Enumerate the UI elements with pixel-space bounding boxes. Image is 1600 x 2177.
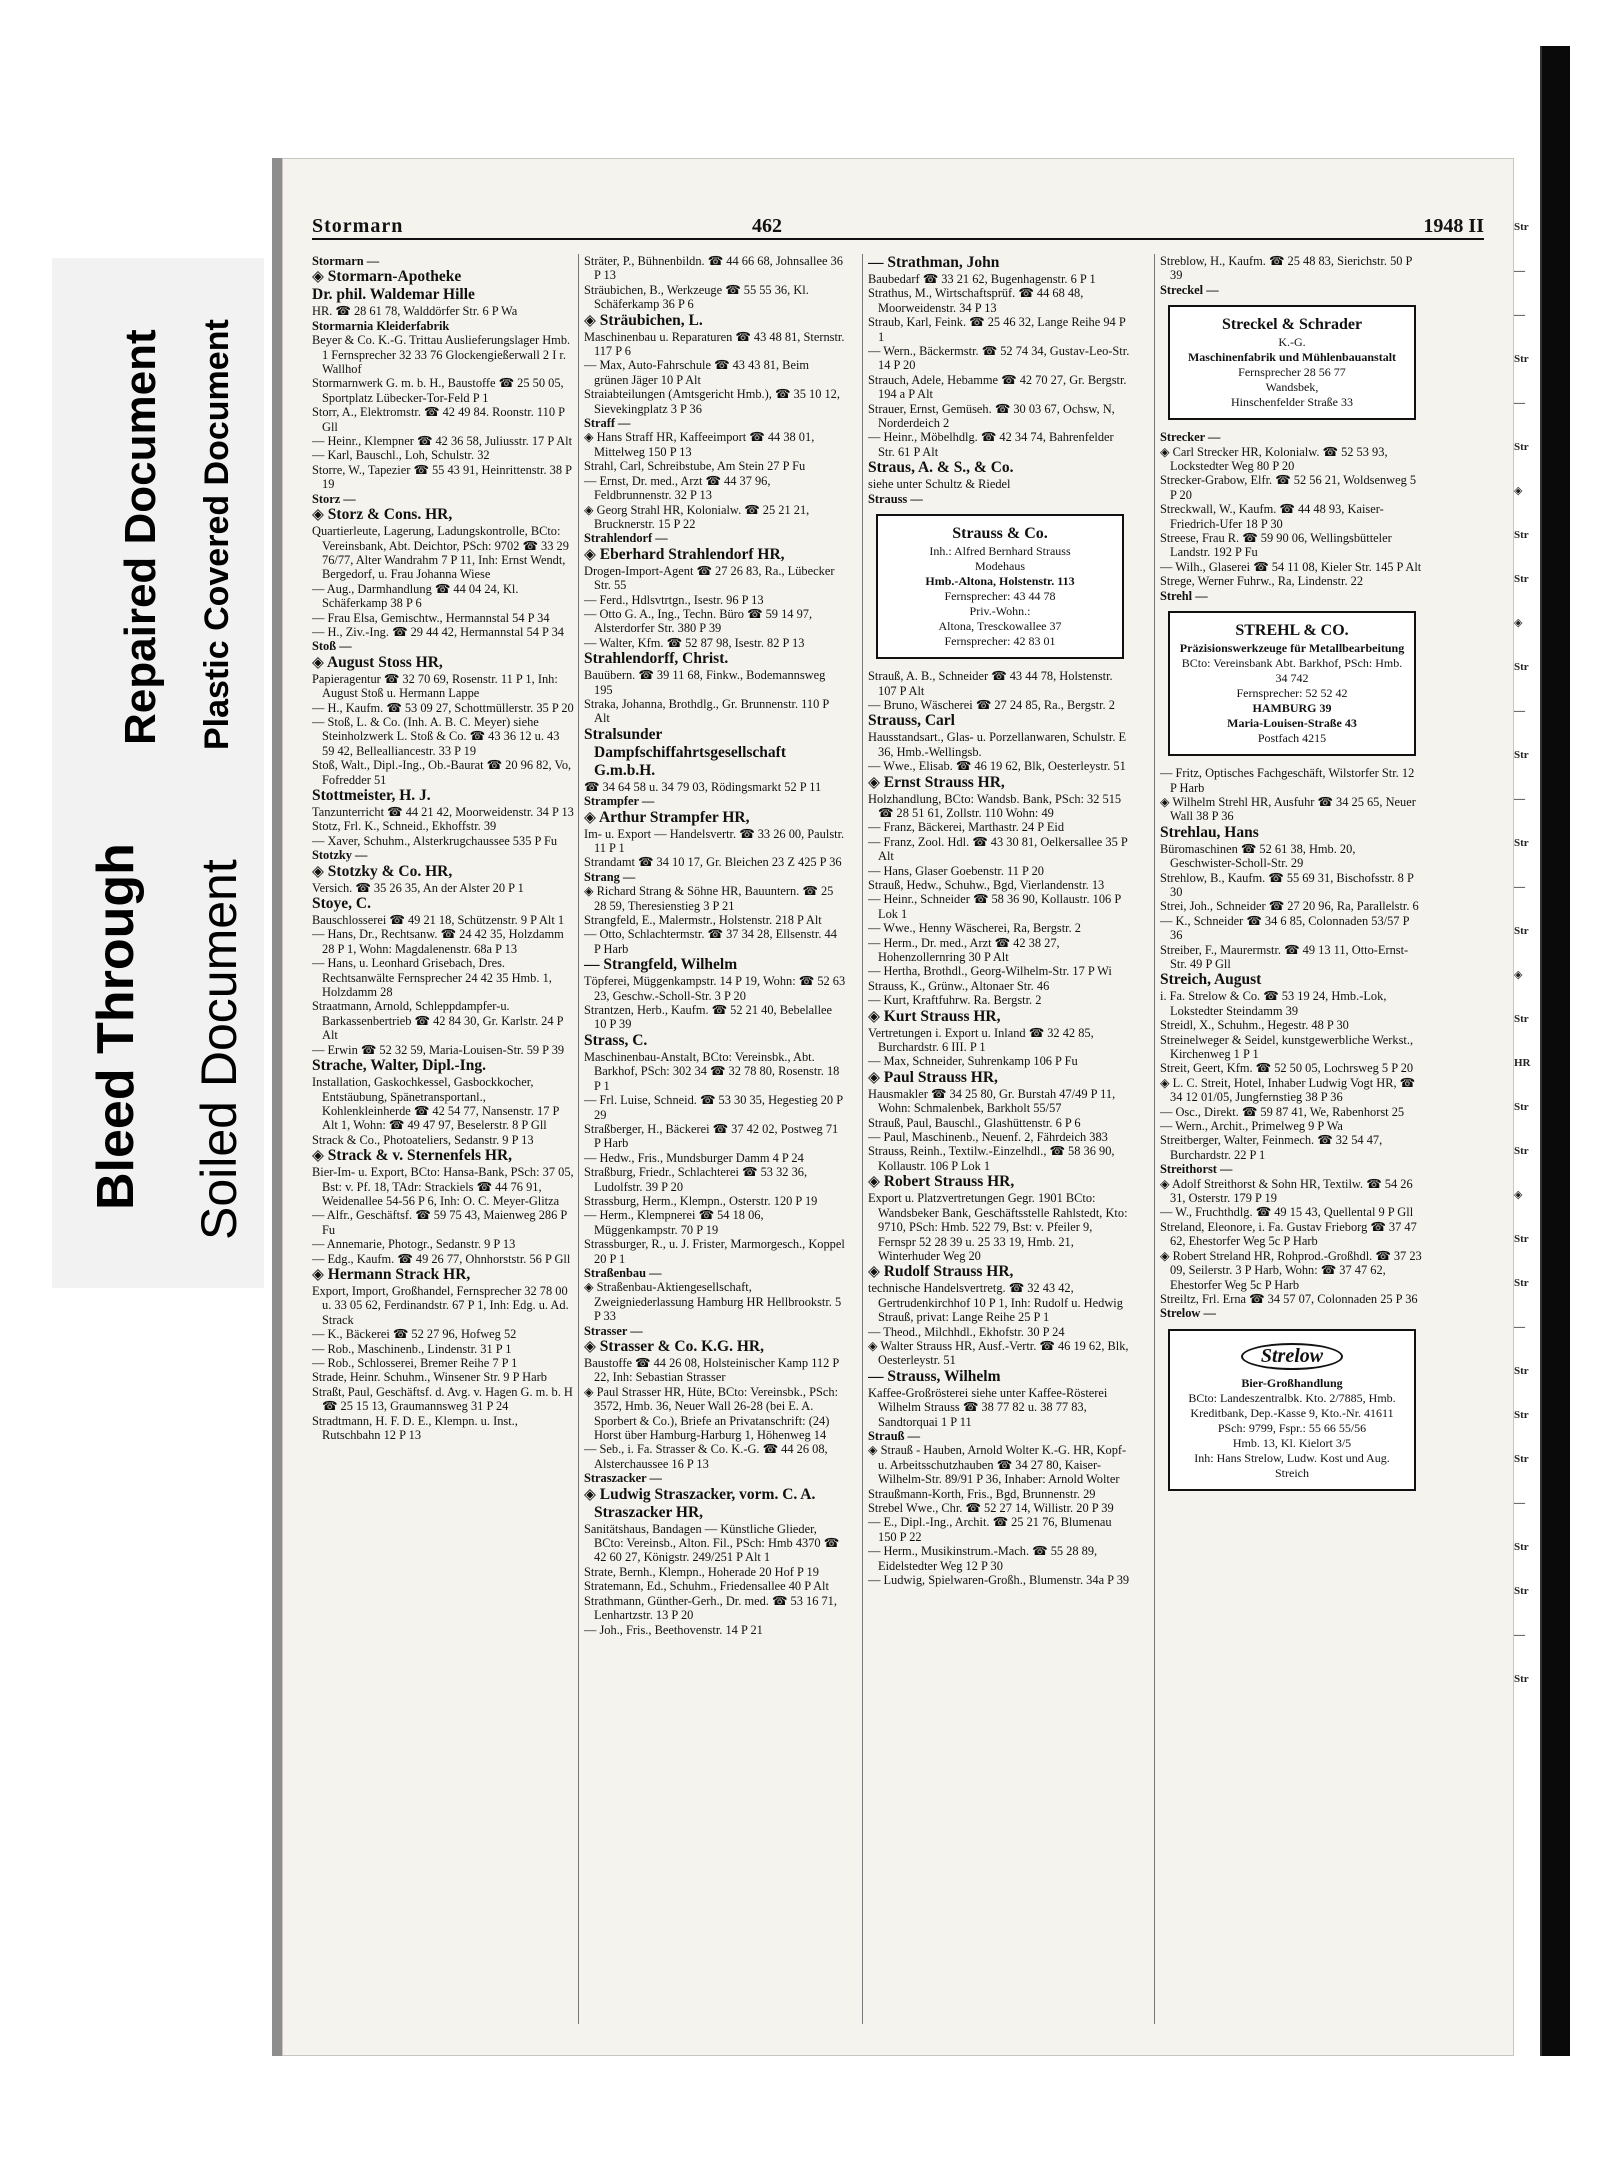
directory-entry: Straszacker — [584,1471,662,1486]
entry-heading: ◈ Ludwig Straszacker, vorm. C. A. Straszacker HR, [584,1485,816,1521]
ad-line: Hinschenfelder Straße 33 [1231,395,1353,410]
entry-heading: — Strathman, John [868,254,1000,271]
directory-entry: Holzhandlung, BCto: Wandsb. Bank, PSch: 32 515 ☎ 28 51 61, Zollstr. 110 Wohn: 49 [868,791,1122,820]
directory-entry: Stormarnia Kleiderfabrik [312,318,450,333]
next-page-fragment: — [1514,265,1525,277]
next-page-fragment: Str [1514,749,1529,761]
column-2 [584,254,846,2024]
directory-entry: — Herm., Musikinstrum.-Mach. ☎ 55 28 89, Eidelstedter Weg 12 P 30 [868,1544,1098,1573]
directory-entry: Straff — [584,416,631,431]
next-page-fragment: Str [1514,1277,1529,1289]
next-page-fragment: — [1514,1497,1525,1509]
advertisement-strehl [1168,611,1416,756]
ad-line: Wandsbek, [1265,380,1319,395]
directory-entry: Stormarnwerk G. m. b. H., Baustoffe ☎ 25 50 05, Sportplatz Lübecker-Tor-Feld P 1 [312,376,564,405]
ad-line: Hmb. 13, Kl. Kielort 3/5 [1232,1435,1352,1450]
directory-entry: Töpferei, Müggenkampstr. 14 P 19, Wohn: ☎ 52 63 23, Geschw.-Scholl-Str. 3 P 20 [584,974,846,1003]
directory-entry: — Karl, Bauschl., Loh, Schulstr. 32 [312,448,490,463]
directory-entry: Straka, Johanna, Brothdlg., Gr. Brunnenstr. 110 P Alt [584,696,829,726]
directory-entry: Installation, Gaskochkessel, Gasbockkocher, Entstäubung, Spänetransportanl., Kohlenkleinherde ☎ 42 54 77, Nansenstr. 17 P Alt 1, Wohn: ☎ 49 47 97, Beselerstr. 8 P Gll [312,1075,559,1133]
next-page-fragment: Str [1514,1541,1529,1553]
directory-entry: Stotzky — [312,848,368,863]
directory-entry: — Max, Auto-Fahrschule ☎ 43 43 81, Beim grünen Jäger 10 P Alt [584,358,810,387]
next-page-fragment: Str [1514,1453,1529,1465]
directory-entry: Sträter, P., Bühnenbildn. ☎ 44 66 68, Johnsallee 36 P 13 [584,254,843,283]
directory-entry: Streckel — [1160,282,1219,297]
entry-heading: ◈ August Stoss HR, [312,653,443,671]
next-page-fragment: — [1514,1629,1525,1641]
directory-entry: Stradtmann, H. F. D. E., Klempn. u. Inst., Rutschbahn 12 P 13 [312,1413,518,1443]
directory-entry: Streinelweger & Seidel, kunstgewerbliche Werkst., Kirchenweg 1 P 1 [1160,1032,1414,1061]
next-page-fragment: — [1514,397,1525,409]
directory-entry: Straßburg, Friedr., Schlachterei ☎ 53 32 36, Ludolfstr. 39 P 20 [584,1165,808,1194]
directory-entry: Streidl, X., Schuhm., Hegestr. 48 P 30 [1160,1018,1349,1033]
next-page-fragment: Str [1514,1365,1529,1377]
next-page-fragment: ◈ [1514,485,1523,497]
entry-heading: Dr. phil. Waldemar Hille [312,286,475,304]
next-page-edge [1514,220,1550,1870]
directory-entry: Bauübern. ☎ 39 11 68, Finkw., Bodemannsweg 195 [584,668,826,697]
entry-heading: ◈ Strack & v. Sternenfels HR, [312,1147,513,1165]
directory-entry: — Hans, Dr., Rechtsanw. ☎ 24 42 35, Holzdamm 28 P 1, Wohn: Magdalenenstr. 68a P 13 [312,927,564,956]
directory-entry: Streblow, H., Kaufm. ☎ 25 48 83, Sierichstr. 50 P 39 [1160,254,1412,283]
label-soiled-document: Soiled Document [191,859,247,1240]
next-page-fragment: Str [1514,661,1529,673]
directory-entry: Storz — [312,491,356,506]
directory-entry: Strathmann, Günther-Gerh., Dr. med. ☎ 53 16 71, Lenhartzstr. 13 P 20 [584,1593,837,1623]
directory-entry: — Osc., Direkt. ☎ 59 87 41, We, Rabenhorst 25 [1160,1104,1405,1119]
directory-entry: Stoß, Walt., Dipl.-Ing., Ob.-Baurat ☎ 20 96 82, Vo, Fofredder 51 [312,758,572,787]
next-page-fragment: ◈ [1514,1189,1523,1201]
entry-heading: ◈ Eberhard Strahlendorf HR, [584,545,785,563]
ad-line: Hmb.-Altona, Holstenstr. 113 [925,574,1075,589]
entry-heading: — Strangfeld, Wilhelm [584,956,738,974]
directory-entry: Straub, Karl, Feink. ☎ 25 46 32, Lange Reihe 94 P 1 [868,315,1126,344]
directory-entry: Strauer, Ernst, Gemüseh. ☎ 30 03 67, Ochsw, N, Norderdeich 2 [868,401,1115,431]
advertisement-streckel [1168,305,1416,420]
directory-entry: Streckwall, W., Kaufm. ☎ 44 48 93, Kaiser-Friedrich-Ufer 18 P 30 [1160,502,1384,531]
ad-line: BCto: Landeszentralbk. Kto. 2/7885, Hmb. Kreditbank, Dep.-Kasse 9, Kto.-Nr. 41611 PSch: 9799, Fspr.: 55 66 55/56 [1188,1390,1396,1435]
directory-entry: Baubedarf ☎ 33 21 62, Bugenhagenstr. 6 P 1 [868,272,1096,286]
directory-entry: Strate, Bernh., Klempn., Hoherade 20 Hof P 19 [584,1564,819,1579]
directory-entry: — Rob., Maschinenb., Lindenstr. 31 P 1 [312,1341,512,1356]
directory-entry: — Otto, Schlachtermstr. ☎ 37 34 28, Ellsenstr. 44 P Harb [584,927,837,956]
label-bleed-through: Bleed Through [87,843,145,1210]
directory-entry: Strauss — [868,491,923,506]
directory-entry: — Erwin ☎ 52 32 59, Maria-Louisen-Str. 59 P 39 [312,1042,565,1057]
next-page-fragment: Str [1514,441,1529,453]
ad-line: Modehaus [975,559,1025,574]
directory-entry: — Aug., Darmhandlung ☎ 44 04 24, Kl. Schäferkamp 38 P 6 [312,581,519,611]
directory-entry: Bauschlosserei ☎ 49 21 18, Schützenstr. 9 P Alt 1 [312,913,565,928]
entry-heading: Strass, C. [584,1031,648,1049]
label-plastic-covered-document: Plastic Covered Document [198,319,236,750]
directory-entry: — Herm., Klempnerei ☎ 54 18 06, Müggenkampstr. 70 P 19 [584,1208,764,1237]
directory-entry: Sträubichen, B., Werkzeuge ☎ 55 55 36, Kl. Schäferkamp 36 P 6 [584,282,809,312]
directory-entry: Strauss, K., Grünw., Altonaer Str. 46 [868,978,1050,993]
directory-entry: — Ferd., Hdlsvtrtgn., Isestr. 96 P 13 [584,592,764,607]
directory-entry: ◈ Richard Strang & Söhne HR, Bauuntern. ☎ 25 28 59, Theresienstieg 3 P 21 [584,884,834,913]
directory-entry: — Wwe., Elisab. ☎ 46 19 62, Blk, Oesterleystr. 51 [868,759,1126,774]
directory-entry: ◈ Straßenbau-Aktiengesellschaft, Zweigniederlassung Hamburg HR Hellbrookstr. 5 P 33 [584,1280,842,1324]
ad-title: Strauss & Co. [952,525,1048,543]
directory-entry: Drogen-Import-Agent ☎ 27 26 83, Ra., Lübecker Str. 55 [584,563,835,593]
next-page-fragment: — [1514,309,1525,321]
next-page-fragment: ◈ [1514,617,1523,629]
next-page-fragment: — [1514,881,1525,893]
entry-heading: Strauss, Carl [868,712,955,730]
directory-entry: Strampfer — [584,794,655,809]
entry-heading: ◈ Robert Strauss HR, [868,1173,1015,1191]
directory-entry: Strauch, Adele, Hebamme ☎ 42 70 27, Gr. Bergstr. 194 a P Alt [868,372,1127,402]
directory-entry: Kaffee-Großrösterei siehe unter Kaffee-Rösterei Wilhelm Strauss ☎ 38 77 82 u. 38 77 83, Sandtorquai 1 P 11 [868,1385,1108,1429]
directory-entry: — Stoß, L. & Co. (Inh. A. B. C. Meyer) siehe Steinholzwerk L. Stoß & Co. ☎ 43 36 12 u. 43 59 42, Belleallianсestr. 33 P 19 [312,714,560,758]
column-divider [862,254,863,2024]
column-divider [578,254,579,2024]
next-page-fragment: Str [1514,1409,1529,1421]
directory-entry: Stoß — [312,639,352,654]
directory-entry: — W., Fruchthdlg. ☎ 49 15 43, Quellental 9 P Gll [1160,1205,1414,1220]
ad-line: BCto: Vereinsbank Abt. Barkhof, PSch: Hmb. 34 742 [1181,656,1403,686]
entry-heading: Streich, August [1160,971,1262,989]
next-page-fragment: Str [1514,1673,1529,1685]
next-page-fragment: Str [1514,353,1529,365]
scan-margin [0,0,1600,46]
directory-entry: — Fritz, Optisches Fachgeschäft, Wilstorfer Str. 12 P Harb [1160,766,1415,795]
directory-entry: — Seb., i. Fa. Strasser & Co. K.-G. ☎ 44 26 08, Alsterchaussee 16 P 13 [584,1442,828,1471]
directory-entry: Versich. ☎ 35 26 35, An der Alster 20 P 1 [312,880,524,895]
ad-line: Maschinenfabrik und Mühlenbauanstalt [1187,350,1397,365]
directory-entry: Straßberger, H., Bäckerei ☎ 37 42 02, Postweg 71 P Harb [584,1121,839,1151]
directory-entry: — Bruno, Wäscherei ☎ 27 24 85, Ra., Bergstr. 2 [868,697,1115,712]
ad-line: Fernsprecher: 42 83 01 [944,634,1056,649]
directory-entry: Streiber, F., Maurermstr. ☎ 49 13 11, Otto-Ernst-Str. 49 P Gll [1160,942,1409,971]
entry-heading: ◈ Storz & Cons. HR, [312,506,453,524]
ad-line: K.-G. [1278,335,1306,350]
directory-entry: — Rob., Schlosserei, Bremer Reihe 7 P 1 [312,1356,518,1370]
directory-entry: Strassburg, Herm., Klempn., Osterstr. 120 P 19 [584,1193,818,1208]
directory-entry: i. Fa. Strelow & Co. ☎ 53 19 24, Hmb.-Lok, Lokstedter Steindamm 39 [1160,989,1387,1018]
next-page-fragment: Str [1514,1145,1529,1157]
entry-heading: ◈ Arthur Strampfer HR, [584,808,750,826]
directory-entry: Strauß — [868,1428,920,1443]
directory-entry: Streiltz, Frl. Erna ☎ 34 57 07, Colonnaden 25 P 36 [1160,1291,1418,1306]
ad-line: Fernsprecher: 52 52 42 [1236,686,1348,701]
ad-line: Fernsprecher 28 56 77 [1238,365,1346,380]
column-4 [1160,254,1422,2024]
entry-heading: ◈ Paul Strauss HR, [868,1068,998,1086]
next-page-fragment: ◈ [1514,969,1523,981]
next-page-fragment: HR [1514,1057,1531,1069]
entry-heading: ◈ Stormarn-Apotheke [312,268,462,286]
entry-heading: ◈ Ernst Strauss HR, [868,773,1005,791]
entry-heading: ◈ Stotzky & Co. HR, [312,862,453,880]
next-page-fragment: Str [1514,925,1529,937]
directory-entry: Quartierleute, Lagerung, Ladungskontrolle, BCto: Vereinsbank, Abt. Deichtor, PSch: 9702 ☎ 33 29 76/77, Alter Wandrahm 7 P 11, Inh: Ernst Wendt, Bergedorf, u. Frau Johanna Wiese [312,524,569,582]
directory-entry: ◈ Georg Strahl HR, Kolonialw. ☎ 25 21 21, Brucknerstr. 15 P 22 [584,502,810,531]
directory-entry: Strehl — [1160,588,1208,603]
directory-entry: Büromaschinen ☎ 52 61 38, Hmb. 20, Geschwister-Scholl-Str. 29 [1160,841,1356,871]
directory-entry: Strege, Werner Fuhrw., Ra, Lindenstr. 22 [1160,574,1364,589]
entry-heading: ◈ Hermann Strack HR, [312,1265,471,1283]
directory-entry: — Hedw., Fris., Mundsburger Damm 4 P 24 [584,1150,804,1165]
directory-entry: Strecker-Grabow, Elfr. ☎ 52 56 21, Woldsenweg 5 P 20 [1160,473,1417,502]
directory-entry: — Alfr., Geschäftsf. ☎ 59 75 43, Maienweg 286 P Fu [312,1208,567,1237]
directory-entry: — Hans, u. Leonhard Grisebach, Dres. Rechtsanwälte Fernsprecher 24 42 35 Hmb. 1, Holzdamm 28 [312,956,552,1000]
directory-entry: Storr, A., Elektromstr. ☎ 42 49 84. Roonstr. 110 P Gll [312,405,565,434]
directory-entry: — Heinr., Schneider ☎ 58 36 90, Kollaustr. 106 P Lok 1 [868,892,1121,921]
next-page-fragment: Str [1514,1585,1529,1597]
entry-heading: ◈ Sträubichen, L. [584,311,703,329]
directory-entry: Stratemann, Ed., Schuhm., Friedensallee 40 P Alt [584,1579,829,1594]
entry-heading: Straus, A. & S., & Co. [868,459,1014,477]
directory-entry: Stotz, Frl. K., Schneid., Ekhoffstr. 39 [312,819,497,834]
directory-entry: Hausstandsart., Glas- u. Porzellanwaren, Schulstr. E 36, Hmb.-Wellingsb. [868,730,1127,759]
entry-heading: ◈ Kurt Strauss HR, [868,1007,1001,1025]
ad-line: Präzisionswerkzeuge für Metallbearbeitung [1179,641,1405,656]
directory-entry: Straußmann-Korth, Fris., Bgd, Brunnenstr. 29 [868,1486,1096,1501]
directory-entry: — Max, Schneider, Suhrenkamp 106 P Fu [868,1054,1078,1069]
directory-entry: Straßt, Paul, Geschäftsf. d. Avg. v. Hagen G. m. b. H ☎ 25 15 13, Graumannsweg 31 P 24 [312,1384,573,1414]
directory-entry: — K., Schneider ☎ 34 6 85, Colonnaden 53/57 P 36 [1160,913,1409,943]
directory-entry: Streitberger, Walter, Feinmech. ☎ 32 54 47, Burchardstr. 22 P 1 [1160,1133,1383,1162]
column-divider [1154,254,1155,2024]
directory-entry: ☎ 34 64 58 u. 34 79 03, Rödingsmarkt 52 P 11 [584,779,822,794]
ad-line: HAMBURG 39 [1252,701,1332,716]
directory-entry: — Herm., Dr. med., Arzt ☎ 42 38 27, Hohenzollernring 30 P Alt [868,935,1060,964]
columns [312,254,1452,2024]
directory-entry: Strecker — [1160,430,1221,445]
ad-title: Streckel & Schrader [1221,316,1363,334]
directory-entry: — E., Dipl.-Ing., Archit. ☎ 25 21 76, Blumenau 150 P 22 [868,1515,1112,1544]
directory-entry: Strangfeld, E., Malermstr., Holstenstr. 218 P Alt [584,913,822,928]
directory-entry: — Wern., Bäckermstr. ☎ 52 74 34, Gustav-Leo-Str. 14 P 20 [868,344,1130,373]
directory-entry: ◈ Carl Strecker HR, Kolonialw. ☎ 52 53 93, Lockstedter Weg 80 P 20 [1160,444,1388,474]
directory-entry: Strang — [584,869,636,884]
directory-entry: — Franz, Zool. Hdl. ☎ 43 30 81, Oelkersallee 35 P Alt [868,834,1128,864]
directory-entry: — Wern., Archit., Primelweg 9 P Wa [1160,1119,1343,1134]
next-page-fragment: Str [1514,1233,1529,1245]
next-page-fragment: Str [1514,221,1529,233]
directory-entry: Straatmann, Arnold, Schleppdampfer-u. Barkassenbertrieb ☎ 42 84 30, Gr. Karlstr. 24 P Alt [312,999,564,1043]
directory-entry: — Ernst, Dr. med., Arzt ☎ 44 37 96, Feldbrunnenstr. 32 P 13 [584,473,771,503]
directory-entry: ◈ Strauß - Hauben, Arnold Wolter K.-G. HR, Kopf- u. Arbeitsschutzhauben ☎ 34 27 80, Kaiser-Wilhelm-Str. 89/91 P 36, Inhaber: Arnold Wolter [868,1443,1127,1487]
directory-entry: Maschinenbau-Anstalt, BCto: Vereinsbk., Abt. Barkhof, PSch: 302 34 ☎ 32 78 80, Rosenstr. 18 P 1 [584,1049,840,1093]
directory-entry: Streese, Frau R. ☎ 59 90 06, Wellingsbütteler Landstr. 192 P Fu [1160,531,1392,560]
entry-heading: ◈ Rudolf Strauss HR, [868,1263,1014,1281]
directory-entry: — Franz, Bäckerei, Marthastr. 24 P Eid [868,820,1065,835]
ad-line: Inh: Hans Strelow, Ludw. Kost und Aug. Streich [1194,1450,1390,1480]
directory-entry: Strahl, Carl, Schreibstube, Am Stein 27 P Fu [584,459,806,474]
directory-entry: — Otto G. A., Ing., Techn. Büro ☎ 59 14 97, Alsterdorfer Str. 380 P 39 [584,606,813,636]
directory-entry: ◈ Wilhelm Strehl HR, Ausfuhr ☎ 34 25 65, Neuer Wall 38 P 36 [1160,794,1416,824]
directory-entry: — Edg., Kaufm. ☎ 49 26 77, Ohnhorststr. 56 P Gll [312,1251,571,1266]
directory-entry: Export, Import, Großhandel, Fernsprecher 32 78 00 u. 33 05 62, Ferdinandstr. 67 P 1, Inh: Edg. u. Ad. Strack [312,1283,569,1327]
next-page-fragment: Str [1514,1101,1529,1113]
next-page-fragment: Str [1514,529,1529,541]
directory-entry: ◈ Paul Strasser HR, Hüte, BCto: Vereinsbk., PSch: 3572, Hmb. 36, Neuer Wall 26-28 (bei E. A. Sporbert & Co.), Briefe an Privatanschrift: (24) Horst über Hamburg-Harburg 1, Höhenweg 14 [584,1384,839,1443]
directory-entry: siehe unter Schultz & Riedel [868,477,1011,492]
page-header [312,206,1484,240]
directory-entry: Strassburger, R., u. J. Frister, Marmorgesch., Koppel 20 P 1 [584,1237,845,1266]
directory-entry: Straßenbau — [584,1265,662,1280]
directory-entry: Tanzunterricht ☎ 44 21 42, Moorweidenstr. 34 P 13 [312,805,574,819]
ad-line: Priv.-Wohn.: [969,604,1031,619]
directory-entry: — Annemarie, Photogr., Sedanstr. 9 P 13 [312,1237,516,1252]
column-1 [312,254,574,2024]
entry-heading: ◈ Strasser & Co. K.G. HR, [584,1338,764,1355]
page-number: 462 [752,215,782,237]
ad-line: Bier-Großhandlung [1241,1375,1343,1390]
directory-entry: Streit, Geert, Kfm. ☎ 52 50 05, Lochrsweg 5 P 20 [1160,1061,1414,1076]
directory-entry: Baustoffe ☎ 44 26 08, Holsteinischer Kamp 112 P 22, Inh: Sebastian Strasser [584,1356,839,1385]
directory-entry: Streithorst — [1160,1162,1233,1177]
header-year: 1948 II [1423,215,1484,237]
directory-entry: ◈ L. C. Streit, Hotel, Inhaber Ludwig Vogt HR, ☎ 34 12 01/05, Jungfernstieg 38 P 36 [1160,1075,1416,1105]
directory-entry: Strelow — [1160,1306,1216,1321]
directory-entry: Strehlow, B., Kaufm. ☎ 55 69 31, Bischofsstr. 8 P 30 [1160,870,1414,899]
directory-entry: Strandamt ☎ 34 10 17, Gr. Bleichen 23 Z 425 P 36 [584,855,842,870]
directory-entry: — Wwe., Henny Wäscherei, Ra, Bergstr. 2 [868,921,1081,936]
directory-entry: Vertretungen i. Export u. Inland ☎ 32 42 85, Burchardstr. 6 III. P 1 [868,1025,1094,1055]
directory-entry: — Frl. Luise, Schneid. ☎ 53 30 35, Hegestieg 20 P 29 [584,1093,843,1122]
entry-heading: Strache, Walter, Dipl.-Ing. [312,1057,486,1075]
ad-line: Maria-Louisen-Straße 43 [1227,716,1357,731]
directory-entry: Strantzen, Herb., Kaufm. ☎ 52 21 40, Bebelallee 10 P 39 [584,1003,833,1032]
entry-heading: — Strauss, Wilhelm [868,1367,1001,1385]
directory-entry: Strauss, Reinh., Textilw.-Einzelhdl., ☎ 58 36 90, Kollaustr. 106 P Lok 1 [868,1144,1115,1173]
directory-entry: — Xaver, Schuhm., Alsterkrugchaussee 535 P Fu [312,833,558,848]
directory-entry: — Ludwig, Spielwaren-Großh., Blumenstr. 34a P 39 [868,1573,1130,1588]
directory-entry: Beyer & Co. K.-G. Trittau Auslieferungslager Hmb. 1 Fernsprecher 32 33 76 Glockengießerwall 2 I r. Wallhof [312,333,571,377]
directory-entry: Strauß, Paul, Bauschl., Glashüttenstr. 6 P 6 [868,1115,1081,1130]
directory-entry: Strathus, M., Wirtschaftsprüf. ☎ 44 68 48, Moorweidenstr. 34 P 13 [868,286,1084,315]
next-page-fragment: — [1514,705,1525,717]
directory-entry: ◈ Walter Strauss HR, Ausf.-Vertr. ☎ 46 19 62, Blk, Oesterleystr. 51 [868,1338,1129,1368]
directory-entry: Straiabteilungen (Amtsgericht Hmb.), ☎ 35 10 12, Sievekingplatz 3 P 36 [584,387,840,416]
directory-entry: Papieragentur ☎ 32 70 69, Rosenstr. 11 P 1, Inh: August Stoß u. Hermann Lappe [312,671,558,701]
ad-logo-wrap [1176,1339,1408,1376]
directory-entry: — Theod., Milchhdl., Ekhofstr. 30 P 24 [868,1324,1065,1339]
directory-entry: — H., Kaufm. ☎ 53 09 27, Schottmüllerstr. 35 P 20 [312,700,574,715]
directory-entry: — Walter, Kfm. ☎ 52 87 98, Isestr. 82 P 13 [584,635,805,650]
directory-entry: Bier-Im- u. Export, BCto: Hansa-Bank, PSch: 37 05, Bst: v. Pf. 18, TAdr: Strackiels ☎ 44 76 91, Weidenallee 54-56 P 6, Inh: O. C. Meyer-Glitza [312,1165,574,1208]
directory-entry: Strack & Co., Photoateliers, Sedanstr. 9 P 13 [312,1132,534,1147]
advertisement-strelow [1168,1329,1416,1491]
entry-heading: Stottmeister, H. J. [312,787,431,804]
directory-entry: Strade, Heinr. Schuhm., Winsener Str. 9 P Harb [312,1370,547,1385]
directory-entry: ◈ Hans Straff HR, Kaffeeimport ☎ 44 38 01, Mittelweg 150 P 13 [584,430,815,459]
directory-entry: — Wilh., Glaserei ☎ 54 11 08, Kieler Str. 145 P Alt [1160,559,1422,574]
ad-line: Altona, Tresckowallee 37 [938,619,1062,634]
ad-line: Postfach 4215 [1257,731,1327,746]
label-repaired-document: Repaired Document [116,329,165,745]
directory-entry: ◈ Robert Streland HR, Rohprod.-Großhdl. ☎ 37 23 09, Seilerstr. 3 P Harb, Wohn: ☎ 37 47 62, Ehestorfer Weg 5c P Harb [1160,1248,1422,1292]
column-3 [868,254,1130,2024]
header-section-title: Stormarn [312,215,404,237]
directory-entry: — Kurt, Kraftfuhrw. Ra. Bergstr. 2 [868,993,1042,1008]
directory-entry: Im- u. Export — Handelsvertr. ☎ 33 26 00, Paulstr. 11 P 1 [584,826,845,855]
directory-entry: — H., Ziv.-Ing. ☎ 29 44 42, Hermannstal 54 P 34 [312,624,564,639]
directory-entry: — K., Bäckerei ☎ 52 27 96, Hofweg 52 [312,1327,517,1342]
directory-entry: Sanitätshaus, Bandagen — Künstliche Glieder, BCto: Vereinsb., Alton. Fil., PSch: Hmb 4370 ☎ 42 60 27, Königstr. 249/251 P Alt 1 [584,1521,840,1565]
directory-entry: Strebel Wwe., Chr. ☎ 52 27 14, Willistr. 20 P 39 [868,1501,1114,1515]
next-page-fragment: — [1514,1321,1525,1333]
entry-heading: Stoye, C. [312,895,371,913]
directory-entry: — Frau Elsa, Gemischtw., Hermannstal 54 P 34 [312,610,550,625]
entry-heading: Stralsunder Dampfschiffahrtsgesellschaft G.m.b.H. [584,725,787,779]
next-page-fragment: Str [1514,1013,1529,1025]
directory-page [272,158,1514,2056]
ad-line: Inh.: Alfred Bernhard Strauss [929,544,1071,559]
directory-entry: — Hans, Glaser Goebenstr. 11 P 20 [868,863,1044,878]
directory-entry: technische Handelsvertretg. ☎ 32 43 42, Gertrudenkirchhof 10 P 1, Inh: Rudolf u. Hedwig Strauß, privat: Lange Reihe 25 P 1 [868,1281,1123,1325]
ad-title: STREHL & CO. [1235,622,1349,640]
directory-entry: HR. ☎ 28 61 78, Walddörfer Str. 6 P Wa [312,304,518,319]
directory-entry: Export u. Platzvertretungen Gegr. 1901 BCto: Wandsbeker Bank, Geschäftsstelle Rahlstedt, Kto: 9710, PSch: Hmb. 522 79, Bst: v. Pfeiler 9, Fernspr 52 28 39 u. 25 33 19, Hmb. 21, Winterhuder Weg 20 [868,1191,1128,1263]
entry-heading: Strahlendorff, Christ. [584,650,729,668]
directory-entry: Maschinenbau u. Reparaturen ☎ 43 48 81, Sternstr. 117 P 6 [584,329,845,359]
directory-entry: Hausmakler ☎ 34 25 80, Gr. Burstah 47/49 P 11, Wohn: Schmalenbek, Barkholt 55/57 [868,1086,1116,1116]
directory-entry: — Heinr., Möbelhdlg. ☎ 42 34 74, Bahrenfelder Str. 61 P Alt [868,430,1114,459]
directory-entry: Storre, W., Tapezier ☎ 55 43 91, Heinrittenstr. 38 P 19 [312,462,572,492]
directory-entry: Strei, Joh., Schneider ☎ 27 20 96, Ra, Parallelstr. 6 [1160,899,1419,914]
directory-entry: Strauß, Hedw., Schuhw., Bgd, Vierlandenstr. 13 [868,877,1105,892]
next-page-fragment: — [1514,793,1525,805]
directory-entry: — Joh., Fris., Beethovenstr. 14 P 21 [584,1622,763,1637]
directory-entry: Strauß, A. B., Schneider ☎ 43 44 78, Holstenstr. 107 P Alt [868,669,1113,698]
advertisement-strauss [876,514,1124,659]
directory-entry: ◈ Adolf Streithorst & Sohn HR, Textilw. ☎ 54 26 31, Osterstr. 179 P 19 [1160,1176,1413,1206]
next-page-fragment: Str [1514,573,1529,585]
next-page-fragment: Str [1514,837,1529,849]
directory-entry: Stormarn — [312,254,380,268]
directory-entry: Strahlendorf — [584,531,668,546]
directory-entry: — Paul, Maschinenb., Neuenf. 2, Fährdeich 383 [868,1130,1108,1145]
directory-entry: — Heinr., Klempner ☎ 42 36 58, Juliusstr. 17 P Alt [312,434,573,449]
entry-heading: Strehlau, Hans [1160,823,1259,841]
ad-logo: Strelow [1241,1343,1343,1370]
directory-entry: — Hertha, Brothdl., Georg-Wilhelm-Str. 17 P Wi [868,964,1112,979]
directory-entry: Streland, Eleonore, i. Fa. Gustav Frieborg ☎ 37 47 62, Ehestorfer Weg 5c P Harb [1160,1219,1417,1249]
directory-entry: Strasser — [584,1323,643,1338]
ad-line: Fernsprecher: 43 44 78 [944,589,1056,604]
